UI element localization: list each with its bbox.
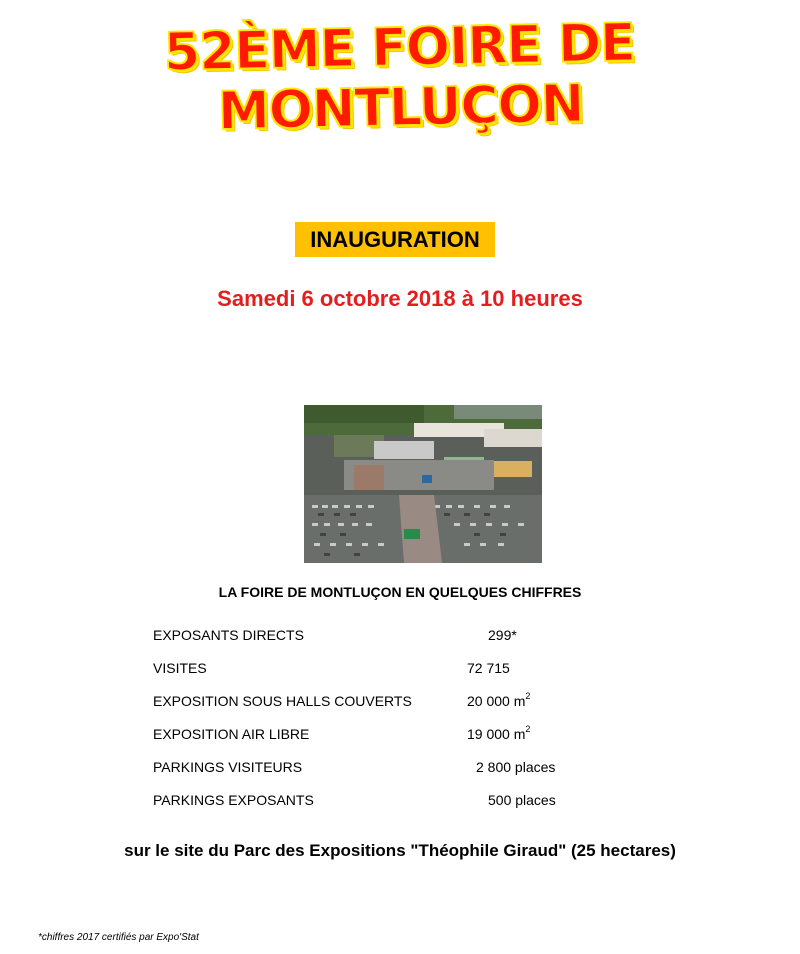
date-line: Samedi 6 octobre 2018 à 10 heures [217, 286, 583, 311]
stat-label: PARKINGS EXPOSANTS [153, 792, 314, 808]
figures-heading: LA FOIRE DE MONTLUÇON EN QUELQUES CHIFFRES [218, 584, 582, 600]
stat-label: EXPOSANTS DIRECTS [153, 627, 304, 643]
superscript-unit: 2 [525, 724, 531, 734]
footnote: *chiffres 2017 certifiés par Expo'Stat [38, 932, 199, 943]
stat-value: 19 000 $m^2$ [467, 724, 531, 742]
stat-label: EXPOSITION SOUS HALLS COUVERTS [153, 693, 412, 709]
stat-value: 72 715 [467, 660, 510, 676]
stat-label: VISITES [153, 660, 207, 676]
fair-aerial-photo [304, 405, 542, 563]
superscript-unit: 2 [525, 691, 531, 701]
stat-value: 500 places [488, 792, 556, 808]
site-line: sur le site du Parc des Expositions "Théophile Giraud" (25 hectares) [124, 841, 676, 860]
inauguration-heading: INAUGURATION [295, 222, 495, 257]
stat-label: PARKINGS VISITEURS [153, 759, 303, 775]
stat-value: 299* [488, 627, 517, 643]
stat-value: 2 800 places [476, 759, 556, 775]
stat-value: 20 000 $m^2$ [467, 691, 531, 709]
page-title: 52ÈME FOIRE DE MONTLUÇON [163, 13, 636, 142]
stat-label: EXPOSITION AIR LIBRE [153, 726, 310, 742]
